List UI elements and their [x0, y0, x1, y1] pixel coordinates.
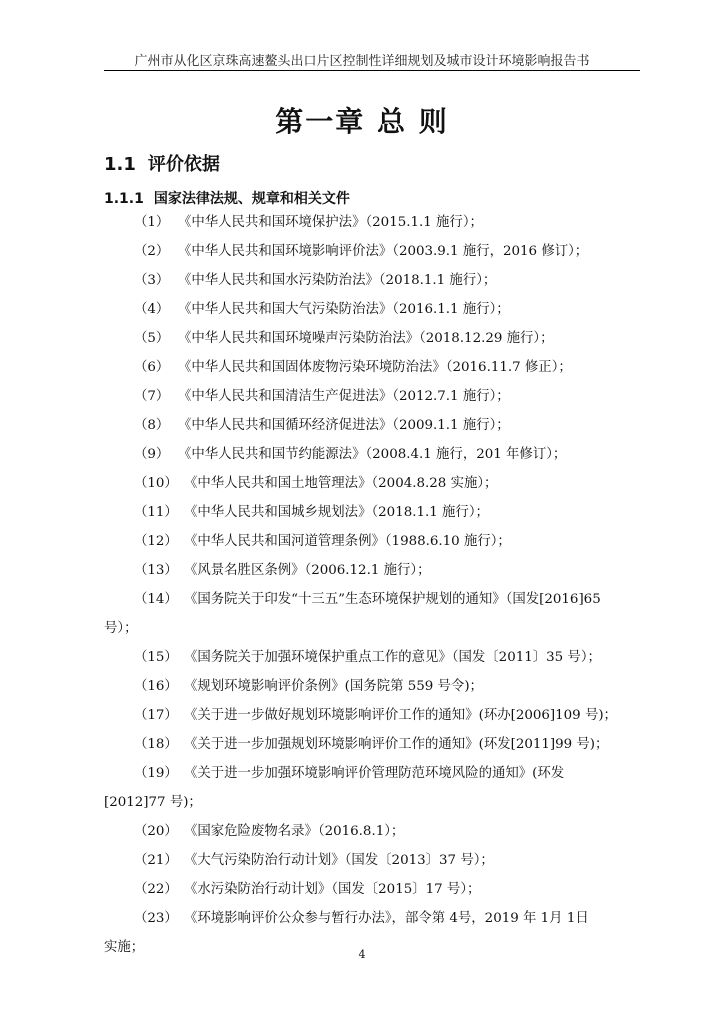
list-item-text: 《国务院关于加强环境保护重点工作的意见》（国发〔2011〕35 号）； — [184, 650, 601, 665]
list-item-text: 《中华人民共和国河道管理条例》（1988.6.10 施行）； — [184, 534, 511, 549]
section-title: 评价依据 — [147, 154, 220, 175]
list-item-number: （14） — [134, 592, 178, 607]
list-item — [104, 295, 640, 324]
list-item-number: （8） — [134, 418, 170, 433]
list-item-continuation: [2012]77 号)； — [104, 795, 202, 810]
list-item — [104, 353, 640, 382]
list-item — [104, 208, 640, 237]
list-item-number: （1） — [134, 215, 170, 230]
list-item-text: 《国家危险废物名录》（2016.8.1）； — [184, 824, 405, 839]
list-item — [104, 237, 640, 266]
list-item — [104, 382, 640, 411]
list-item — [104, 556, 640, 585]
list-item-number: （11） — [134, 505, 178, 520]
list-item-text: 《中华人民共和国固体废物污染环境防治法》（2016.11.7 修正）； — [178, 360, 572, 375]
section-number: 1.1 — [104, 154, 136, 175]
list-item — [104, 846, 640, 875]
list-item — [104, 730, 640, 759]
list-item-number: （16） — [134, 679, 178, 694]
list-item-number: （22） — [134, 882, 178, 897]
list-item — [104, 585, 640, 643]
list-item-number: （15） — [134, 650, 178, 665]
list-item-number: （9） — [134, 447, 170, 462]
list-item-number: （19） — [134, 766, 178, 781]
list-item — [104, 875, 640, 904]
list-item-number: （3） — [134, 273, 170, 288]
subsection-heading — [104, 188, 350, 208]
list-item-text: 《中华人民共和国环境噪声污染防治法》（2018.12.29 施行）； — [178, 331, 554, 346]
list-item-text: 《中华人民共和国节约能源法》（2008.4.1 施行，201 年修订）； — [178, 447, 567, 462]
regulation-list — [104, 208, 640, 962]
list-item-continuation: 实施； — [104, 940, 145, 955]
subsection-number: 1.1.1 — [104, 191, 144, 207]
page-number: 4 — [358, 948, 366, 961]
section-heading — [104, 150, 220, 176]
list-item-text: 《环境影响评价公众参与暂行办法》，部令第 4号，2019 年 1月 1日 — [184, 911, 589, 926]
list-item-text: 《风景名胜区条例》（2006.12.1 施行）； — [184, 563, 431, 578]
list-item-text: 《中华人民共和国土地管理法》（2004.8.28 实施）； — [184, 476, 498, 491]
list-item — [104, 643, 640, 672]
list-item — [104, 411, 640, 440]
list-item-text: 《中华人民共和国大气污染防治法》（2016.1.1 施行）； — [178, 302, 510, 317]
list-item-number: （23） — [134, 911, 178, 926]
list-item-text: 《关于进一步加强规划环境影响评价工作的通知》(环发[2011]99 号)； — [184, 737, 609, 752]
list-item-text: 《规划环境影响评价条例》(国务院第 559 号令)； — [184, 679, 483, 694]
list-item-continuation: 号）； — [104, 621, 138, 636]
list-item-number: （20） — [134, 824, 178, 839]
list-item-text: 《关于进一步加强环境影响评价管理防范环境风险的通知》(环发 — [184, 766, 565, 781]
list-item — [104, 324, 640, 353]
chapter-title: 第一章 总 则 — [275, 105, 449, 138]
list-item-text: 《中华人民共和国环境影响评价法》（2003.9.1 施行，2016 修订）； — [178, 244, 589, 259]
list-item-text: 《中华人民共和国清洁生产促进法》（2012.7.1 施行）； — [178, 389, 510, 404]
list-item-text: 《中华人民共和国循环经济促进法》（2009.1.1 施行）； — [178, 418, 510, 433]
subsection-title: 国家法律法规、规章和相关文件 — [153, 191, 350, 207]
list-item — [104, 266, 640, 295]
list-item-number: （7） — [134, 389, 170, 404]
list-item-number: （12） — [134, 534, 178, 549]
list-item-number: （13） — [134, 563, 178, 578]
list-item — [104, 440, 640, 469]
list-item-text: 《中华人民共和国环境保护法》（2015.1.1 施行）； — [178, 215, 483, 230]
header-rule — [104, 70, 640, 71]
list-item-text: 《国务院关于印发“十三五”生态环境保护规划的通知》（国发[2016]65 — [184, 592, 601, 607]
list-item-text: 《水污染防治行动计划》（国发〔2015〕17 号）； — [184, 882, 481, 897]
list-item — [104, 672, 640, 701]
list-item-text: 《大气污染防治行动计划》（国发〔2013〕37 号）； — [184, 853, 494, 868]
running-header: 广州市从化区京珠高速鳌头出口片区控制性详细规划及城市设计环境影响报告书 — [134, 54, 590, 69]
list-item — [104, 701, 640, 730]
list-item — [104, 759, 640, 817]
list-item-text: 《中华人民共和国水污染防治法》（2018.1.1 施行）； — [178, 273, 497, 288]
list-item-text: 《中华人民共和国城乡规划法》（2018.1.1 施行）； — [184, 505, 489, 520]
list-item-text: 《关于进一步做好规划环境影响评价工作的通知》(环办[2006]109 号)； — [184, 708, 617, 723]
list-item-number: （5） — [134, 331, 170, 346]
list-item-number: （6） — [134, 360, 170, 375]
list-item-number: （4） — [134, 302, 170, 317]
list-item — [104, 469, 640, 498]
list-item — [104, 498, 640, 527]
list-item-number: （2） — [134, 244, 170, 259]
list-item — [104, 527, 640, 556]
list-item-number: （21） — [134, 853, 178, 868]
list-item-number: （18） — [134, 737, 178, 752]
list-item — [104, 817, 640, 846]
list-item-number: （10） — [134, 476, 178, 491]
list-item-number: （17） — [134, 708, 178, 723]
